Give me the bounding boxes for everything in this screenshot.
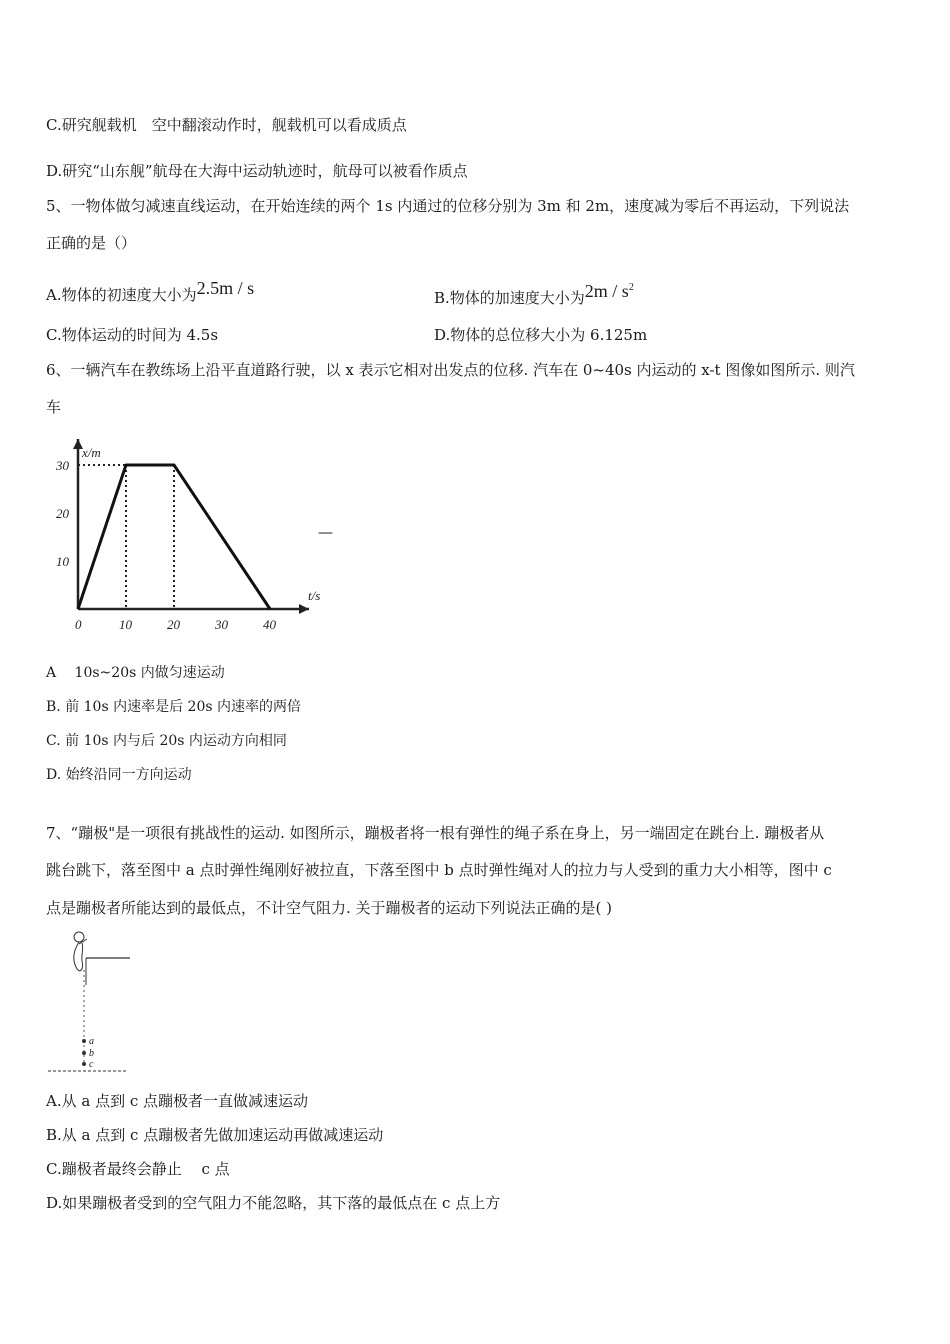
- q5-stem-line-2: 正确的是（）: [46, 234, 137, 252]
- q5-option-b-formula-exponent: 2: [628, 282, 634, 293]
- q4-option-c: C.研究舰载机 空中翻滚动作时，舰载机可以看成质点: [46, 116, 407, 134]
- x-tick-label: 30: [215, 617, 228, 632]
- q5-option-b: [434, 278, 634, 308]
- q6-option-b: B. 前 10s 内速率是后 20s 内速率的两倍: [46, 699, 301, 715]
- q5-option-b-formula-base: 2m / s: [584, 281, 629, 301]
- q6-option-a: A 10s~20s 内做匀速运动: [46, 665, 225, 681]
- q7-stem-line-2: 跳台跳下，落至图中 a 点时弹性绳刚好被拉直，下落至图中 b 点时弹性绳对人的拉力与人受到的重力大小相等，图中 c: [46, 861, 832, 879]
- y-tick-label: 20: [56, 506, 69, 521]
- x-axis-arrow: [299, 604, 309, 614]
- x-t-graph: [50, 437, 350, 637]
- chart-guide-lines: [78, 465, 174, 609]
- point-c-dot: [82, 1062, 86, 1066]
- q4-option-d: D.研究“山东舰”航母在大海中运动轨迹时，航母可以被看作质点: [46, 162, 468, 180]
- jumper-head: [74, 932, 84, 942]
- x-axis-label: t/s: [308, 588, 321, 603]
- q6-option-d: D. 始终沿同一方向运动: [46, 767, 192, 783]
- y-tick-label: 10: [56, 554, 69, 569]
- q7-option-b: B.从 a 点到 c 点蹦极者先做加速运动再做减速运动: [46, 1126, 384, 1144]
- point-b-dot: [82, 1051, 86, 1055]
- point-c-label: c: [89, 1059, 94, 1070]
- q5-option-c: C.物体运动的时间为 4.5s: [46, 326, 219, 344]
- q6-option-c: C. 前 10s 内与后 20s 内运动方向相同: [46, 733, 287, 749]
- x-tick-label: 40: [263, 617, 276, 632]
- q7-option-d: D.如果蹦极者受到的空气阻力不能忽略，其下落的最低点在 c 点上方: [46, 1194, 501, 1212]
- q6-stem-line-2: 车: [46, 398, 62, 416]
- q5-option-b-text: B.物体的加速度大小为: [434, 289, 585, 307]
- y-axis-label: x/m: [82, 445, 101, 460]
- q7-stem-line-3: 点是蹦极者所能达到的最低点，不计空气阻力. 关于蹦极者的运动下列说法正确的是( ): [46, 899, 613, 917]
- q5-option-a-formula: 2.5m / s: [196, 278, 255, 298]
- x-tick-label: 10: [119, 617, 132, 632]
- point-a-label: a: [89, 1036, 94, 1047]
- q7-option-c: C.蹦极者最终会静止 c 点: [46, 1160, 230, 1178]
- chart-tick-labels: [55, 458, 277, 632]
- q5-option-d: D.物体的总位移大小为 6.125m: [434, 326, 648, 344]
- q6-stem-line-1: 6、一辆汽车在教练场上沿平直道路行驶，以 x 表示它相对出发点的位移. 汽车在 0~40s 内运动的 x-t 图像如图所示. 则汽: [46, 361, 855, 379]
- q5-stem-line-1: 5、一物体做匀减速直线运动，在开始连续的两个 1s 内通过的位移分别为 3m 和 2m，速度减为零后不再运动，下列说法: [46, 197, 850, 215]
- q5-option-a-text: A.物体的初速度大小为: [46, 286, 197, 304]
- q7-stem-line-1: 7、“蹦极"是一项很有挑战性的运动. 如图所示，蹦极者将一根有弹性的绳子系在身上，另一端固定在跳台上. 蹦极者从: [46, 824, 825, 842]
- q5-option-b-formula: [585, 281, 634, 301]
- bungee-figure: [46, 925, 146, 1075]
- q6-blank-mark: —: [318, 523, 333, 541]
- q5-option-a: [46, 278, 254, 305]
- jumper-body-icon: [74, 942, 83, 971]
- point-a-dot: [82, 1039, 86, 1043]
- point-b-label: b: [89, 1048, 94, 1059]
- x-tick-label: 0: [75, 617, 82, 632]
- y-tick-label: 30: [56, 458, 69, 473]
- q7-option-a: A.从 a 点到 c 点蹦极者一直做减速运动: [46, 1092, 309, 1110]
- x-tick-label: 20: [167, 617, 180, 632]
